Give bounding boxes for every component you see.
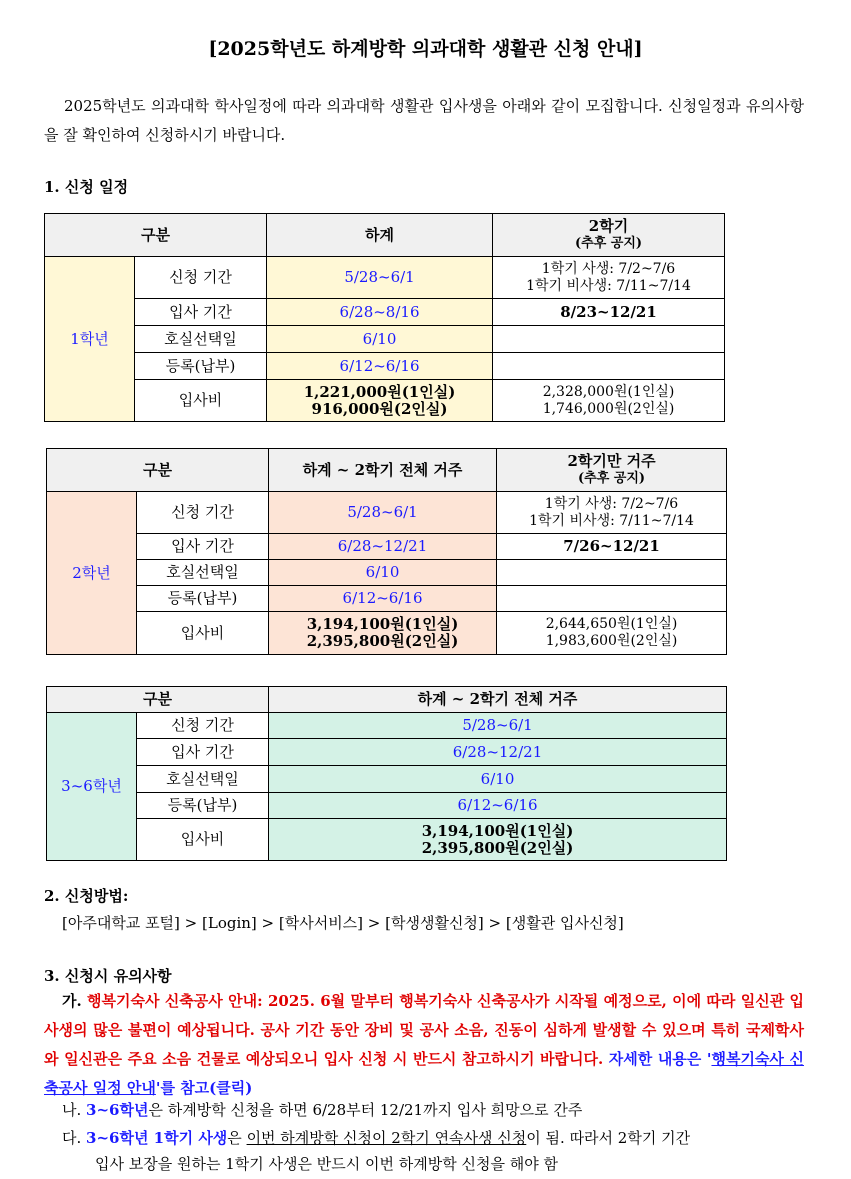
row-label: 신청 기간 [137,713,269,739]
semester2-value [493,353,725,380]
row-label: 입사 기간 [135,299,267,326]
full-stay-value: 6/10 [269,766,727,793]
row-label: 신청 기간 [135,257,267,299]
summer-fee: 1,221,000원(1인실) 916,000원(2인실) [267,380,493,422]
semester2-value [497,586,727,612]
row-label: 신청 기간 [137,492,269,534]
note-da-line2: 입사 보장을 원하는 1학기 사생은 반드시 이번 하계방학 신청을 해야 함 [95,1155,558,1173]
semester2-value [493,326,725,353]
row-label: 입사 기간 [137,534,269,560]
row-label: 입사비 [137,612,269,655]
full-stay-value: 6/10 [269,560,497,586]
note-ga: 가. 행복기숙사 신축공사 안내: 2025. 6월 말부터 행복기숙사 신축공사가 시작될 예정으로, 이에 따라 일신관 입사생의 많은 불편이 예상됩니다. 공사 기간 동안 장비 및 공사 소음, 진동이 심하게 발생할 수 있으며 특히 국제학사와 일신관은 주요 소음 건물로 예상되오니 입사 신청 시 반드시 참고하시기 바랍니다. 자세한 내용은 '행복기숙사 신축공사 일정 안내'를 참고(클릭) [44,992,804,1097]
row-label: 호실선택일 [137,560,269,586]
intro-paragraph: 2025학년도 의과대학 학사일정에 따라 의과대학 생활관 입사생을 아래와 같이 모집합니다. 신청일정과 유의사항을 잘 확인하여 신청하시기 바랍니다. [44,97,804,144]
note-da: 다. 3~6학년 1학기 사생은 이번 하계방학 신청이 2학기 연속사생 신청이 됨. 따라서 2학기 기간 [62,1129,691,1147]
summer-value: 5/28~6/1 [267,257,493,299]
semester2-fee: 2,328,000원(1인실) 1,746,000원(2인실) [493,380,725,422]
summer-value: 6/10 [267,326,493,353]
row-label: 입사비 [137,819,269,861]
construction-schedule-link[interactable]: 행복기숙사 신축공사 일정 안내 [44,1050,804,1097]
header-gubun: 구분 [47,449,269,492]
row-label: 등록(납부) [135,353,267,380]
section-heading-method: 2. 신청방법: [44,887,129,905]
semester2-value: 8/23~12/21 [493,299,725,326]
semester2-value: 1학기 사생: 7/2~7/6 1학기 비사생: 7/11~7/14 [497,492,727,534]
header-gubun: 구분 [45,214,267,257]
row-label: 입사비 [135,380,267,422]
group-label: 3~6학년 [47,713,137,861]
full-stay-fee: 3,194,100원(1인실) 2,395,800원(2인실) [269,612,497,655]
application-path: [아주대학교 포털] > [Login] > [학사서비스] > [학생생활신청] > [생활관 입사신청] [62,914,624,932]
header-semester2-only: 2학기만 거주 (추후 공지) [497,449,727,492]
full-stay-value: 6/28~12/21 [269,534,497,560]
schedule-table-year2 [46,448,727,655]
group-label: 1학년 [45,257,135,422]
note-na: 나. 3~6학년은 하계방학 신청을 하면 6/28부터 12/21까지 입사 희망으로 간주 [62,1101,583,1119]
section-heading-notes: 3. 신청시 유의사항 [44,967,172,985]
row-label: 호실선택일 [135,326,267,353]
header-semester2: 2학기 (추후 공지) [493,214,725,257]
header-summer: 하계 [267,214,493,257]
semester2-value: 1학기 사생: 7/2~7/6 1학기 비사생: 7/11~7/14 [493,257,725,299]
header-full-stay: 하계 ~ 2학기 전체 거주 [269,449,497,492]
full-stay-value: 6/28~12/21 [269,739,727,766]
full-stay-value: 6/12~6/16 [269,793,727,819]
row-label: 등록(납부) [137,586,269,612]
full-stay-value: 5/28~6/1 [269,492,497,534]
summer-value: 6/28~8/16 [267,299,493,326]
full-stay-value: 5/28~6/1 [269,713,727,739]
section-heading-schedule: 1. 신청 일정 [44,178,129,196]
full-stay-value: 6/12~6/16 [269,586,497,612]
schedule-table-year1 [44,213,725,422]
group-label: 2학년 [47,492,137,655]
row-label: 호실선택일 [137,766,269,793]
schedule-table-year3-6 [46,686,727,861]
row-label: 입사 기간 [137,739,269,766]
page-title: [2025학년도 하계방학 의과대학 생활관 신청 안내] [208,38,643,60]
summer-value: 6/12~6/16 [267,353,493,380]
header-full-stay: 하계 ~ 2학기 전체 거주 [269,687,727,713]
semester2-fee: 2,644,650원(1인실) 1,983,600원(2인실) [497,612,727,655]
semester2-value [497,560,727,586]
header-gubun: 구분 [47,687,269,713]
full-stay-fee: 3,194,100원(1인실) 2,395,800원(2인실) [269,819,727,861]
semester2-value: 7/26~12/21 [497,534,727,560]
row-label: 등록(납부) [137,793,269,819]
